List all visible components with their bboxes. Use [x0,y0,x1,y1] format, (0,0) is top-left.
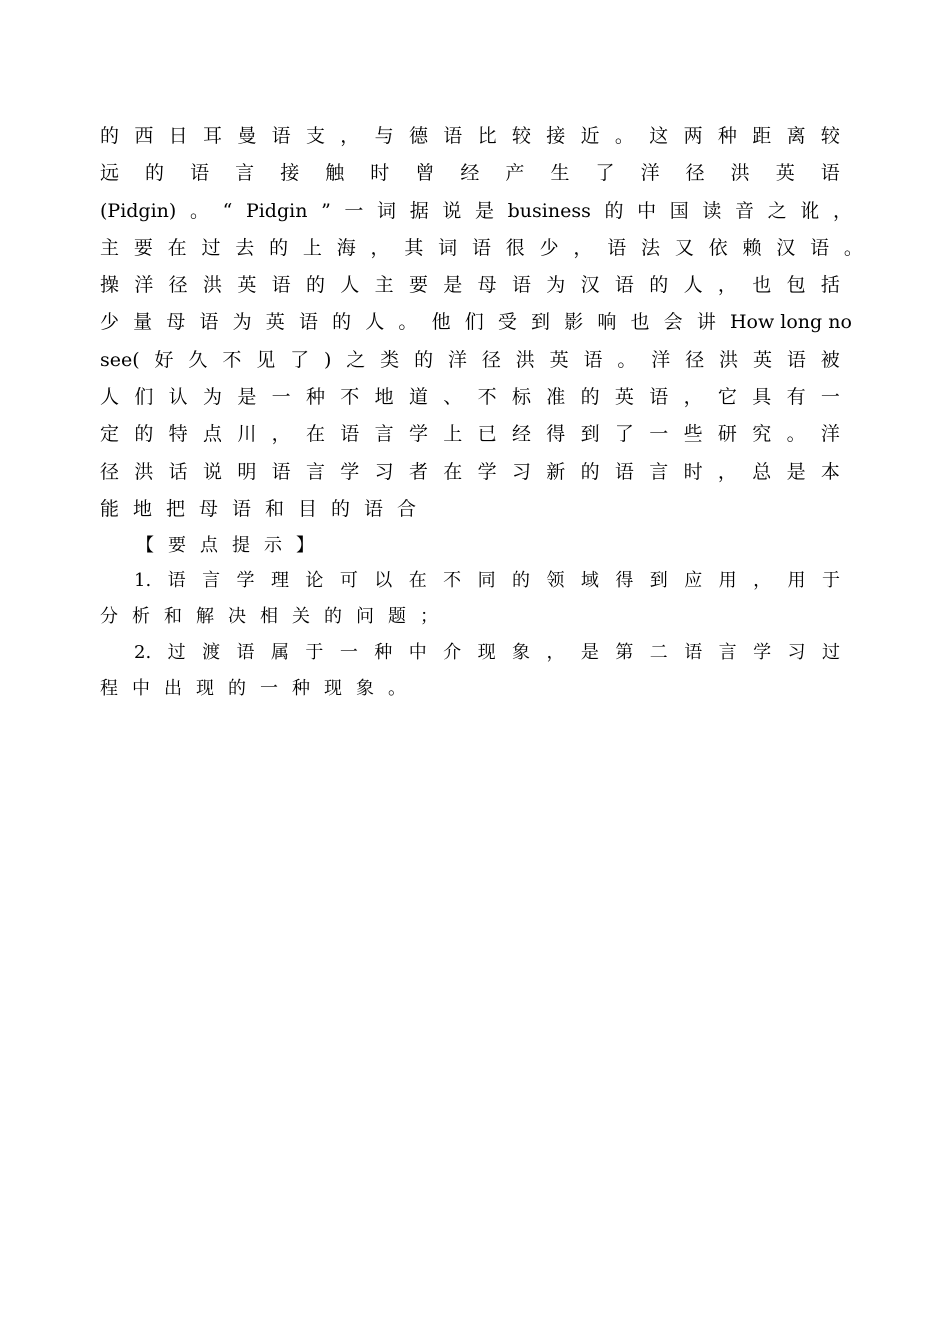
paragraph-line: (Pidgin) 。 “ Pidgin ” 一 词 据 说 是 business 的 中 国 读 音 之 讹 ， [100,199,852,222]
key-point-2-line-1: 2. 过 渡 语 属 于 一 种 中 介 现 象 ， 是 第 二 语 言 学 习 过 [134,642,840,664]
paragraph-line: 定 的 特 点 川 ， 在 语 言 学 上 已 经 得 到 了 一 些 研 究 。 洋 [100,423,840,446]
paragraph-line: 少 量 母 语 为 英 语 的 人 。 他 们 受 到 影 响 也 会 讲 How long no [100,311,852,334]
paragraph-line: 主 要 在 过 去 的 上 海 ， 其 词 语 很 少 ， 语 法 又 依 赖 汉 语 。 [100,236,863,259]
key-point-2-line-2: 程中出现的一种现象。 [100,678,420,700]
paragraph-line: 远 的 语 言 接 触 时 曾 经 产 生 了 洋 径 洪 英 语 [100,162,840,185]
paragraph-line: see( 好 久 不 见 了 ) 之 类 的 洋 径 洪 英 语 。 洋 径 洪 英 语 被 [100,348,840,371]
body-text [100,118,863,707]
paragraph-line: 的 西 日 耳 曼 语 支 ， 与 德 语 比 较 接 近 。 这 两 种 距 离 较 [100,125,840,147]
key-points-heading: 【要点提示】 [136,535,328,557]
key-point-1-line-2: 分析和解决相关的问题； [100,606,452,628]
key-point-1-line-1: 1. 语 言 学 理 论 可 以 在 不 同 的 领 域 得 到 应 用 ， 用 于 [134,570,840,592]
paragraph-line-last: 能地把母语和目的语合 [100,497,431,520]
paragraph-line: 径 洪 话 说 明 语 言 学 习 者 在 学 习 新 的 语 言 时 ， 总 是 本 [100,460,840,483]
paragraph-line: 人 们 认 为 是 一 种 不 地 道 、 不 标 准 的 英 语 ， 它 具 有 一 [100,386,840,409]
paragraph-line: 操 洋 径 洪 英 语 的 人 主 要 是 母 语 为 汉 语 的 人 ， 也 包 括 [100,274,840,297]
